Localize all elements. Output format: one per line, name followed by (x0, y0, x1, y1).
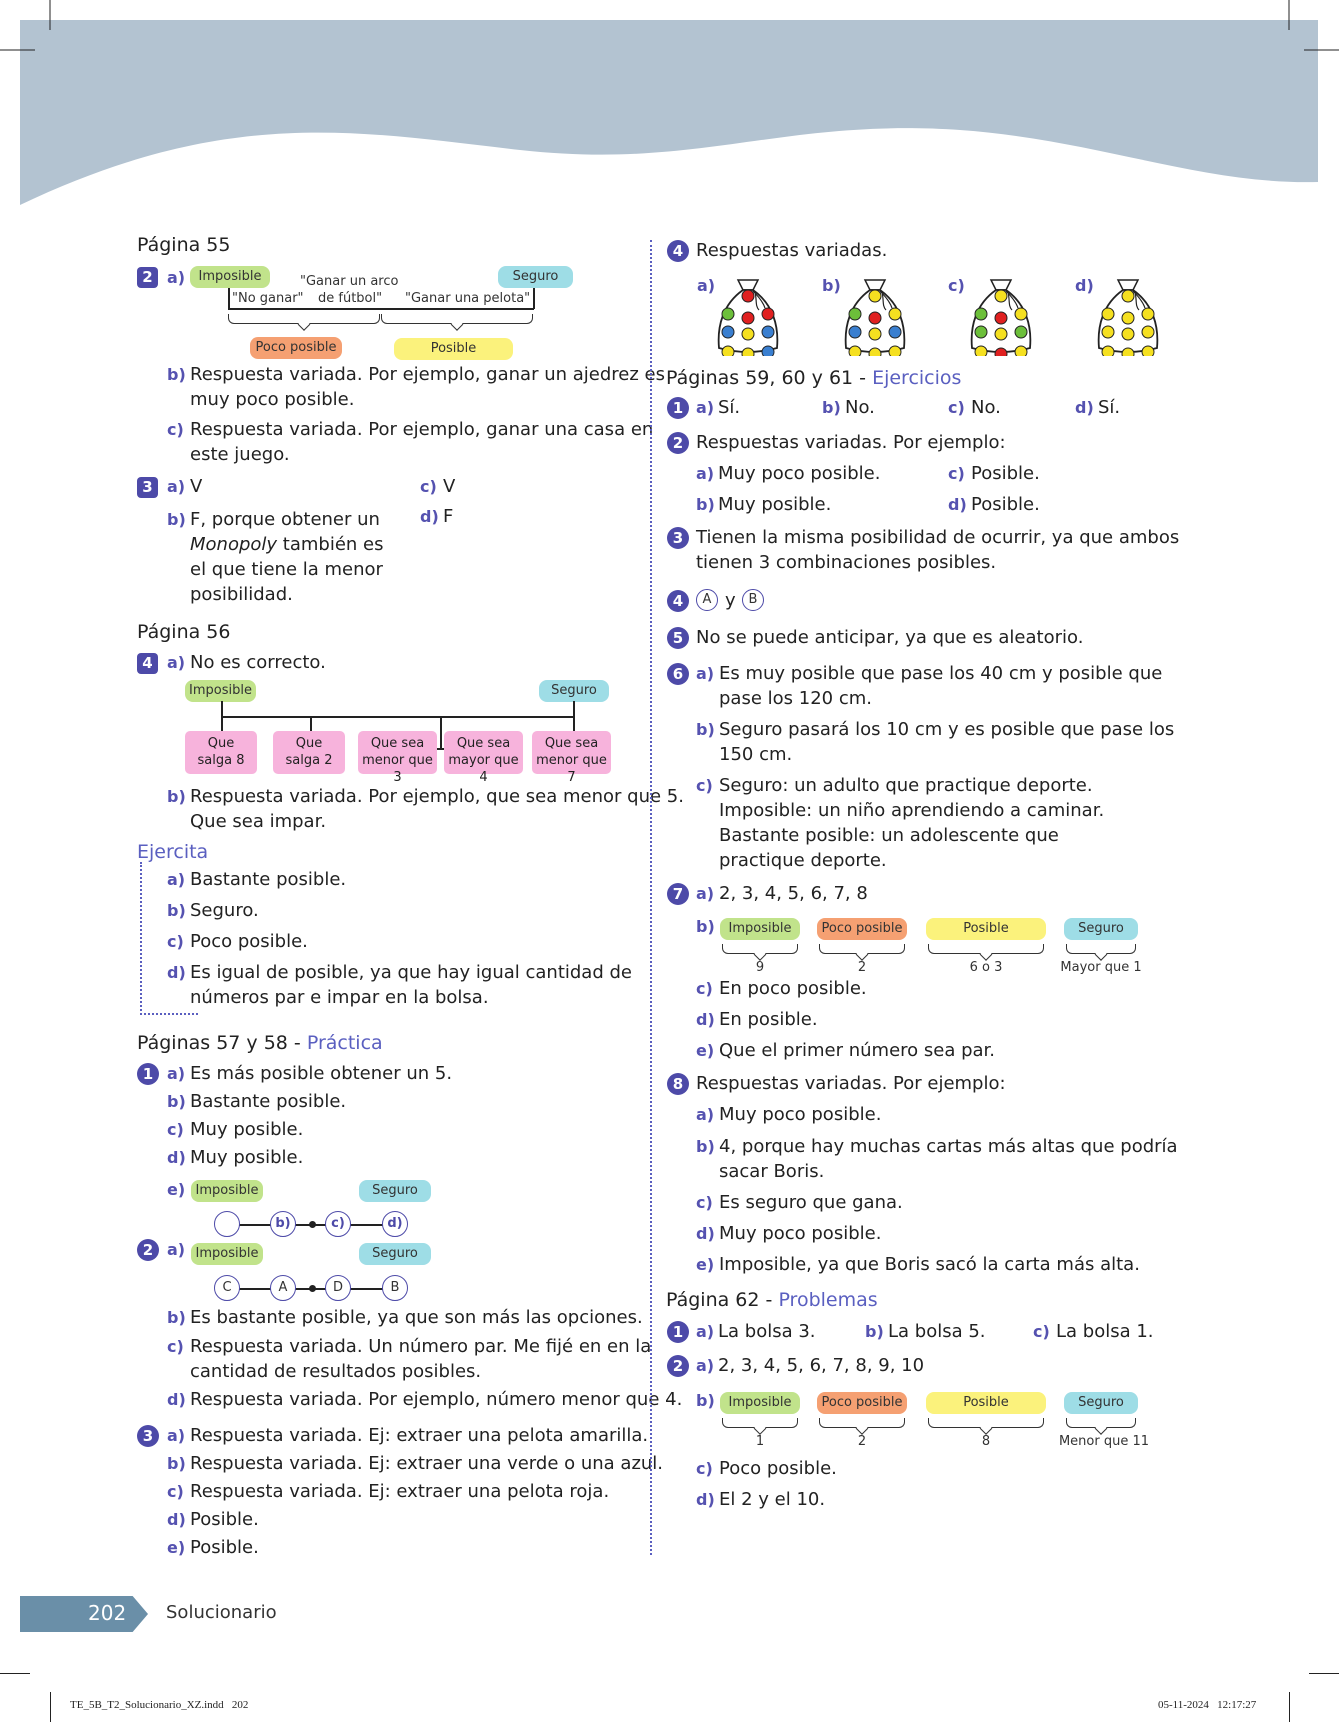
item-label: d) (1075, 398, 1094, 417)
item-label: b) (167, 1308, 186, 1327)
item-label: d) (167, 1390, 186, 1409)
answer-text: este juego. (190, 444, 290, 465)
brace-value: Mayor que 1 (1060, 960, 1142, 975)
crop-mark (50, 1692, 51, 1722)
circled-letter: A (696, 589, 718, 611)
answer-text: cantidad de resultados posibles. (190, 1361, 482, 1382)
box-line: menor que 3 (362, 753, 433, 785)
question-number: 4 (667, 590, 689, 612)
question-number: 8 (667, 1073, 689, 1095)
tag-seguro: Seguro (1064, 1392, 1138, 1414)
scale-circle: A (270, 1275, 296, 1301)
bag-icon (966, 276, 1036, 356)
answer-text: La bolsa 3. (718, 1321, 816, 1342)
item-label: b) (167, 510, 186, 529)
item-label: a) (696, 1356, 715, 1375)
event-box (444, 731, 523, 785)
event-box (532, 731, 611, 785)
section-title: Ejercita (137, 841, 209, 863)
brace-value: 2 (857, 960, 867, 975)
answer-text: Respuesta variada. Ej: extraer una pelota roja. (190, 1481, 610, 1502)
answer-text: tienen 3 combinaciones posibles. (696, 552, 997, 573)
ball (869, 312, 881, 324)
answer-text: Seguro: un adulto que practique deporte. (719, 775, 1093, 796)
item-label: c) (696, 979, 713, 998)
ball (1142, 346, 1154, 356)
italic-title: Monopoly (190, 534, 278, 555)
item-label: c) (167, 1482, 184, 1501)
item-label: a) (167, 1064, 186, 1083)
brace (722, 1418, 798, 1428)
bag-label: c) (948, 276, 965, 295)
answer-text: Es igual de posible, ya que hay igual cantidad de (190, 962, 632, 983)
midpoint-dot (309, 1285, 316, 1292)
answer-text: Muy poco posible. (718, 463, 881, 484)
tag-seguro: Seguro (1064, 918, 1138, 940)
ball (722, 346, 734, 356)
brace (722, 944, 798, 954)
question-number: 1 (137, 1063, 159, 1085)
answer-text: Respuesta variada. Por ejemplo, número menor que 4. (190, 1389, 683, 1410)
section-title: Página 56 (137, 621, 231, 643)
tag-imposible: Imposible (720, 1392, 800, 1414)
answer-text: Sí. (1098, 397, 1121, 418)
answer-text: Imposible, ya que Boris sacó la carta más alta. (719, 1254, 1140, 1275)
event-box (273, 731, 345, 774)
diagram-line (228, 288, 230, 309)
tag-seguro: Seguro (359, 1243, 431, 1265)
brace (819, 944, 905, 954)
item-label: b) (167, 787, 186, 806)
answer-text: posibilidad. (190, 584, 293, 605)
item-label: a) (167, 870, 186, 889)
question-number: 5 (667, 627, 689, 649)
answer-text: No es correcto. (190, 652, 326, 673)
ball (889, 308, 901, 320)
item-label: c) (696, 1459, 713, 1478)
section-title (137, 1031, 383, 1055)
answer-text: sacar Boris. (719, 1161, 825, 1182)
bag-icon (1093, 276, 1163, 356)
answer-text: Respuestas variadas. (696, 240, 888, 261)
brace (381, 314, 533, 324)
box-line: salga 8 (197, 753, 245, 768)
file-slug: TE_5B_T2_Solucionario_XZ.indd 202 (70, 1699, 249, 1711)
section-title (666, 366, 961, 390)
item-label: b) (696, 917, 715, 936)
tag-imposible: Imposible (191, 1180, 263, 1202)
tag-imposible: Imposible (190, 266, 270, 288)
ball (762, 308, 774, 320)
box-line: Que (295, 736, 323, 751)
item-label: a) (696, 1322, 715, 1341)
diagram-line (221, 716, 574, 718)
item-label: c) (696, 1193, 713, 1212)
answer-text: Imposible: un niño aprendiendo a caminar. (719, 800, 1105, 821)
answer-text: Es seguro que gana. (719, 1192, 903, 1213)
question-number: 3 (137, 1425, 159, 1447)
section-name: Solucionario (166, 1602, 277, 1623)
answer-text: Tienen la misma posibilidad de ocurrir, ya que ambos (696, 527, 1180, 548)
item-label: b) (167, 901, 186, 920)
answer-text: el que tiene la menor (190, 559, 383, 580)
answer-text: Bastante posible. (190, 1091, 347, 1112)
ball (1142, 308, 1154, 320)
answer-text: practique deporte. (719, 850, 887, 871)
item-label: c) (167, 1337, 184, 1356)
item-label: b) (865, 1322, 884, 1341)
question-number: 3 (667, 527, 689, 549)
ball (869, 328, 881, 340)
brace (1066, 1418, 1136, 1428)
answer-text: Posible. (190, 1537, 259, 1558)
diagram-line (533, 288, 535, 309)
scale-circle: c) (325, 1211, 351, 1237)
answer-text: pase los 120 cm. (719, 688, 872, 709)
item-label: d) (948, 495, 967, 514)
ball (1122, 312, 1134, 324)
tag-imposible: Imposible (191, 1243, 263, 1265)
brace-value: 6 o 3 (969, 960, 1003, 975)
tag-posible: Posible (394, 338, 513, 360)
answer-text: muy poco posible. (190, 389, 355, 410)
page-tab (20, 1596, 148, 1632)
answer-text: Poco posible. (719, 1458, 837, 1479)
ball (722, 326, 734, 338)
answer-text: Respuestas variadas. Por ejemplo: (696, 432, 1006, 453)
answer-text: 4, porque hay muchas cartas más altas que podría (719, 1136, 1178, 1157)
brace-value: Menor que 11 (1058, 1434, 1150, 1449)
midpoint-dot (309, 1221, 316, 1228)
diagram-line (573, 701, 575, 732)
item-label: b) (696, 720, 715, 739)
answer-text: No. (845, 397, 875, 418)
ball (742, 290, 754, 302)
tag-posible: Posible (926, 1392, 1046, 1414)
item-label: d) (167, 963, 186, 982)
tag-seguro: Seguro (498, 266, 573, 288)
ball (762, 326, 774, 338)
answer-text: Respuesta variada. Un número par. Me fijé en en la (190, 1336, 652, 1357)
answer-text: y (725, 590, 736, 611)
tag-poco-posible: Poco posible (817, 1392, 907, 1414)
answer-text: Es muy posible que pase los 40 cm y posible que (719, 663, 1163, 684)
question-number: 4 (137, 653, 158, 674)
item-label: e) (167, 1538, 186, 1557)
ball (1122, 328, 1134, 340)
answer-text: La bolsa 5. (888, 1321, 986, 1342)
diagram-line (440, 716, 442, 748)
crop-mark (0, 1673, 30, 1674)
ball (722, 308, 734, 320)
item-label: c) (420, 477, 437, 496)
answer-text: F (443, 506, 454, 527)
section-link: Problemas (778, 1289, 878, 1311)
answer-text: Posible. (971, 463, 1040, 484)
item-label: a) (167, 1240, 186, 1259)
ball (1102, 346, 1114, 356)
item-label: d) (696, 1490, 715, 1509)
item-label: d) (696, 1224, 715, 1243)
ball (1015, 346, 1027, 356)
question-number: 1 (667, 1321, 689, 1343)
bag-icon (840, 276, 910, 356)
item-label: d) (696, 1010, 715, 1029)
answer-text: Muy posible. (190, 1119, 304, 1140)
item-label: c) (696, 776, 713, 795)
item-label: d) (167, 1148, 186, 1167)
item-label: c) (167, 932, 184, 951)
answer-text: Muy poco posible. (719, 1104, 882, 1125)
ball (762, 346, 774, 356)
answer-text: Que el primer número sea par. (719, 1040, 996, 1061)
answer-text (190, 533, 384, 557)
item-label: c) (167, 1120, 184, 1139)
ball (1015, 326, 1027, 338)
bag-icon (713, 276, 783, 356)
question-number: 1 (667, 397, 689, 419)
event-text: de fútbol" (318, 291, 383, 306)
section-link: Ejercicios (872, 367, 962, 389)
answer-text: 2, 3, 4, 5, 6, 7, 8, 9, 10 (718, 1355, 925, 1376)
scale-circle (214, 1211, 240, 1237)
question-number: 6 (667, 663, 689, 685)
diagram-line (310, 716, 312, 731)
answer-text: Muy posible. (190, 1147, 304, 1168)
brace-value: 8 (981, 1434, 991, 1449)
bag-label: b) (822, 276, 841, 295)
tag-seguro: Seguro (359, 1180, 431, 1202)
item-label: c) (948, 398, 965, 417)
brace-value: 9 (755, 960, 765, 975)
ball (1102, 308, 1114, 320)
title-text: Página 62 - (666, 1289, 779, 1311)
item-label: b) (167, 1454, 186, 1473)
item-label: a) (167, 1426, 186, 1445)
answer-text: No se puede anticipar, ya que es aleatorio. (696, 627, 1084, 648)
header-wave (0, 0, 1339, 220)
answer-text: Poco posible. (190, 931, 308, 952)
item-label: a) (167, 268, 186, 287)
answer-text: El 2 y el 10. (719, 1489, 826, 1510)
answer-text: V (190, 476, 203, 497)
event-box (358, 731, 437, 785)
answer-text: Respuesta variada. Por ejemplo, que sea menor que 5. (190, 786, 684, 807)
ball (742, 312, 754, 324)
item-label: a) (696, 664, 715, 683)
item-label: b) (167, 1092, 186, 1111)
ball (1122, 290, 1134, 302)
answer-text: F, porque obtener un (190, 509, 380, 530)
page-number: 202 (88, 1601, 127, 1625)
brace (819, 1418, 905, 1428)
date-slug: 05-11-2024 12:17:27 (1158, 1699, 1257, 1711)
item-label: a) (167, 477, 186, 496)
ball (742, 348, 754, 356)
answer-text: Posible. (971, 494, 1040, 515)
ball (849, 346, 861, 356)
bag-label: d) (1075, 276, 1094, 295)
answer-text: Respuesta variada. Por ejemplo, ganar una casa en (190, 419, 654, 440)
tag-poco-posible: Poco posible (250, 337, 342, 359)
question-number: 3 (137, 477, 158, 498)
item-label: e) (696, 1041, 715, 1060)
answer-text: Bastante posible. (190, 869, 347, 890)
brace-value: 1 (755, 1434, 765, 1449)
item-label: b) (822, 398, 841, 417)
answer-text: Posible. (190, 1509, 259, 1530)
answer-text: Respuesta variada. Por ejemplo, ganar un ajedrez es (190, 364, 665, 385)
answer-text: Bastante posible: un adolescente que (719, 825, 1059, 846)
answer-text: No. (971, 397, 1001, 418)
answer-text: Respuesta variada. Ej: extraer una pelota amarilla. (190, 1425, 649, 1446)
question-number: 2 (667, 432, 689, 454)
ball (869, 348, 881, 356)
section-title (666, 1288, 878, 1312)
question-number: 2 (137, 267, 158, 288)
question-number: 7 (667, 883, 689, 905)
ball (889, 326, 901, 338)
answer-text: Respuesta variada. Ej: extraer una verde o una azul. (190, 1453, 664, 1474)
answer-text: En posible. (719, 1009, 818, 1030)
box-line: Que sea (370, 736, 425, 751)
tag-imposible: Imposible (185, 680, 256, 702)
item-label: d) (167, 1510, 186, 1529)
answer-text: En poco posible. (719, 978, 867, 999)
item-label: b) (696, 1391, 715, 1410)
question-number: 4 (667, 240, 689, 262)
item-label: a) (696, 1105, 715, 1124)
item-label: c) (1033, 1322, 1050, 1341)
answer-text: 150 cm. (719, 744, 793, 765)
answer-text: Muy posible. (718, 494, 832, 515)
item-label: b) (696, 1137, 715, 1156)
ball (995, 312, 1007, 324)
brace (228, 314, 380, 324)
ball (1142, 326, 1154, 338)
item-label: b) (696, 495, 715, 514)
box-line: menor que 7 (536, 753, 607, 785)
answer-text: Respuestas variadas. Por ejemplo: (696, 1073, 1006, 1094)
answer-text: Que sea impar. (190, 811, 327, 832)
item-label: e) (696, 1255, 715, 1274)
section-title: Página 55 (137, 234, 231, 256)
box-line: mayor que 4 (448, 753, 519, 785)
item-label: d) (420, 507, 439, 526)
item-label: b) (167, 365, 186, 384)
ball (1102, 326, 1114, 338)
item-label: a) (696, 464, 715, 483)
event-text: "Ganar un arco (300, 274, 399, 289)
brace (1066, 944, 1136, 954)
answer-text: Muy poco posible. (719, 1223, 882, 1244)
bag-label: a) (697, 276, 716, 295)
ball (975, 326, 987, 338)
answer-text: 2, 3, 4, 5, 6, 7, 8 (719, 883, 868, 904)
crop-mark (1289, 1692, 1290, 1722)
event-text: "Ganar una pelota" (405, 291, 531, 306)
answer-text: también es (277, 534, 384, 555)
item-label: a) (167, 653, 186, 672)
scale-circle: d) (382, 1211, 408, 1237)
ball (975, 308, 987, 320)
box-line: Que (207, 736, 235, 751)
event-text: "No ganar" (232, 291, 304, 306)
box-line: Que sea (544, 736, 599, 751)
title-text: Páginas 57 y 58 - (137, 1032, 307, 1054)
ball (995, 328, 1007, 340)
box-line: Que sea (456, 736, 511, 751)
ball (742, 328, 754, 340)
scale-circle: b) (270, 1211, 296, 1237)
event-box (185, 731, 257, 774)
tag-seguro: Seguro (539, 680, 609, 702)
question-number: 2 (667, 1355, 689, 1377)
answer-text: V (443, 476, 456, 497)
diagram-line (221, 701, 223, 732)
item-label: c) (948, 464, 965, 483)
answer-text: Es más posible obtener un 5. (190, 1063, 453, 1084)
item-label: a) (696, 398, 715, 417)
item-label: a) (696, 884, 715, 903)
crop-mark (1309, 1673, 1339, 1674)
tag-poco-posible: Poco posible (817, 918, 907, 940)
circled-letter: B (742, 589, 764, 611)
title-text: Páginas 59, 60 y 61 - (666, 367, 873, 389)
scale-circle: D (325, 1275, 351, 1301)
scale-circle: B (382, 1275, 408, 1301)
item-label: c) (167, 420, 184, 439)
ball (849, 308, 861, 320)
tag-imposible: Imposible (720, 918, 800, 940)
answer-text: números par e impar en la bolsa. (190, 987, 489, 1008)
tag-posible: Posible (926, 918, 1046, 940)
diagram-line (228, 308, 534, 310)
brace-value: 2 (857, 1434, 867, 1449)
ball (1122, 348, 1134, 356)
answer-text: Sí. (718, 397, 741, 418)
ball (889, 346, 901, 356)
section-link: Práctica (306, 1032, 383, 1054)
question-number: 2 (137, 1239, 159, 1261)
ball (869, 290, 881, 302)
box-line: salga 2 (285, 753, 333, 768)
ball (1015, 308, 1027, 320)
ball (849, 326, 861, 338)
ball (995, 290, 1007, 302)
ball (975, 346, 987, 356)
answer-text: Es bastante posible, ya que son más las opciones. (190, 1307, 643, 1328)
answer-text: Seguro pasará los 10 cm y es posible que pase los (719, 719, 1175, 740)
answer-text: La bolsa 1. (1056, 1321, 1154, 1342)
brace (928, 1418, 1044, 1428)
answer-text: Seguro. (190, 900, 259, 921)
scale-circle: C (214, 1275, 240, 1301)
item-label: e) (167, 1180, 186, 1199)
column-divider (650, 240, 652, 1555)
ball (995, 348, 1007, 356)
brace (928, 944, 1044, 954)
